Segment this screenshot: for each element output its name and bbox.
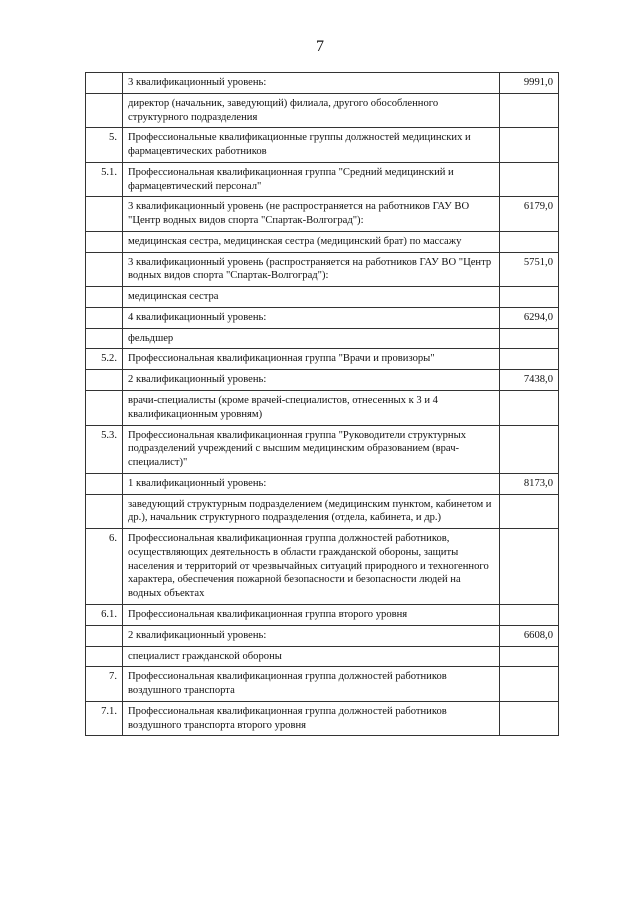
- row-salary-cell: [500, 328, 559, 349]
- table-row: [86, 73, 559, 94]
- row-salary-cell: [500, 425, 559, 473]
- row-description-cell: Профессиональная квалификационная группа должностей работников воздушного транспорта: [123, 667, 500, 702]
- row-salary-cell: 8173,0: [500, 473, 559, 494]
- row-salary-cell: [500, 93, 559, 128]
- row-description-cell: фельдшер: [123, 328, 500, 349]
- row-number-cell: [86, 391, 123, 426]
- row-number-cell: 6.1.: [86, 604, 123, 625]
- table-row: [86, 349, 559, 370]
- row-salary-cell: [500, 287, 559, 308]
- row-description-cell: 3 квалификационный уровень (распространяется на работников ГАУ ВО "Центр водных видов спорта "Спартак-Волгоград"):: [123, 252, 500, 287]
- row-number-cell: 5.3.: [86, 425, 123, 473]
- table-row: [86, 370, 559, 391]
- table-row: [86, 307, 559, 328]
- row-number-cell: 5.: [86, 128, 123, 163]
- row-description-cell: специалист гражданской обороны: [123, 646, 500, 667]
- row-salary-cell: 6608,0: [500, 625, 559, 646]
- row-number-cell: [86, 625, 123, 646]
- row-description-cell: директор (начальник, заведующий) филиала, другого обособленного структурного подразделения: [123, 93, 500, 128]
- row-description-cell: Профессиональная квалификационная группа должностей работников воздушного транспорта второго уровня: [123, 701, 500, 736]
- row-salary-cell: [500, 128, 559, 163]
- table-row: [86, 391, 559, 426]
- row-number-cell: [86, 494, 123, 529]
- row-salary-cell: [500, 701, 559, 736]
- row-salary-cell: 7438,0: [500, 370, 559, 391]
- row-description-cell: врачи-специалисты (кроме врачей-специалистов, отнесенных к 3 и 4 квалификационным уровням): [123, 391, 500, 426]
- table-row: [86, 604, 559, 625]
- row-number-cell: [86, 287, 123, 308]
- row-number-cell: [86, 646, 123, 667]
- row-description-cell: Профессиональная квалификационная группа "Врачи и провизоры": [123, 349, 500, 370]
- row-description-cell: 4 квалификационный уровень:: [123, 307, 500, 328]
- row-salary-cell: 9991,0: [500, 73, 559, 94]
- table-body: [86, 73, 559, 736]
- row-number-cell: [86, 370, 123, 391]
- row-number-cell: 5.1.: [86, 162, 123, 197]
- row-number-cell: 7.: [86, 667, 123, 702]
- table-row: [86, 287, 559, 308]
- row-description-cell: 3 квалификационный уровень:: [123, 73, 500, 94]
- table-row: [86, 473, 559, 494]
- row-description-cell: Профессиональная квалификационная группа второго уровня: [123, 604, 500, 625]
- row-salary-cell: [500, 604, 559, 625]
- row-description-cell: Профессиональная квалификационная группа "Средний медицинский и фармацевтический персонал": [123, 162, 500, 197]
- table-row: [86, 252, 559, 287]
- table-row: [86, 197, 559, 232]
- row-number-cell: [86, 197, 123, 232]
- row-description-cell: Профессиональные квалификационные группы должностей медицинских и фармацевтических работников: [123, 128, 500, 163]
- row-salary-cell: [500, 349, 559, 370]
- table-row: [86, 494, 559, 529]
- row-salary-cell: [500, 667, 559, 702]
- page-number: 7: [316, 38, 324, 55]
- row-salary-cell: [500, 391, 559, 426]
- row-description-cell: Профессиональная квалификационная группа должностей работников, осуществляющих деятельность в области гражданской обороны, защиты населения и территорий от чрезвычайных ситуаций природного и техногенного характера, обеспечения пожарной безопасности и безопасности людей на водных объектах: [123, 529, 500, 605]
- table-row: [86, 646, 559, 667]
- table-row: [86, 425, 559, 473]
- row-number-cell: [86, 73, 123, 94]
- row-salary-cell: [500, 646, 559, 667]
- row-number-cell: [86, 307, 123, 328]
- row-number-cell: [86, 231, 123, 252]
- row-salary-cell: [500, 529, 559, 605]
- salary-table: [85, 72, 559, 736]
- row-salary-cell: 6179,0: [500, 197, 559, 232]
- row-description-cell: 1 квалификационный уровень:: [123, 473, 500, 494]
- row-description-cell: 2 квалификационный уровень:: [123, 625, 500, 646]
- row-number-cell: [86, 328, 123, 349]
- row-salary-cell: [500, 494, 559, 529]
- row-description-cell: медицинская сестра: [123, 287, 500, 308]
- row-number-cell: 5.2.: [86, 349, 123, 370]
- table-row: [86, 625, 559, 646]
- row-description-cell: медицинская сестра, медицинская сестра (медицинский брат) по массажу: [123, 231, 500, 252]
- table-row: [86, 529, 559, 605]
- row-salary-cell: 5751,0: [500, 252, 559, 287]
- row-number-cell: [86, 93, 123, 128]
- row-description-cell: Профессиональная квалификационная группа "Руководители структурных подразделений учреждений с высшим медицинским образованием (врач-специалист)": [123, 425, 500, 473]
- row-description-cell: 3 квалификационный уровень (не распространяется на работников ГАУ ВО "Центр водных видов спорта "Спартак-Волгоград"):: [123, 197, 500, 232]
- row-salary-cell: [500, 162, 559, 197]
- row-number-cell: [86, 252, 123, 287]
- row-salary-cell: [500, 231, 559, 252]
- table-row: [86, 162, 559, 197]
- table-row: [86, 701, 559, 736]
- table-row: [86, 93, 559, 128]
- row-description-cell: заведующий структурным подразделением (медицинским пунктом, кабинетом и др.), начальник структурного подразделения (отдела, кабинета, и др.): [123, 494, 500, 529]
- row-description-cell: 2 квалификационный уровень:: [123, 370, 500, 391]
- row-number-cell: 6.: [86, 529, 123, 605]
- table-row: [86, 128, 559, 163]
- table-row: [86, 231, 559, 252]
- row-number-cell: 7.1.: [86, 701, 123, 736]
- table-row: [86, 667, 559, 702]
- table-row: [86, 328, 559, 349]
- row-number-cell: [86, 473, 123, 494]
- row-salary-cell: 6294,0: [500, 307, 559, 328]
